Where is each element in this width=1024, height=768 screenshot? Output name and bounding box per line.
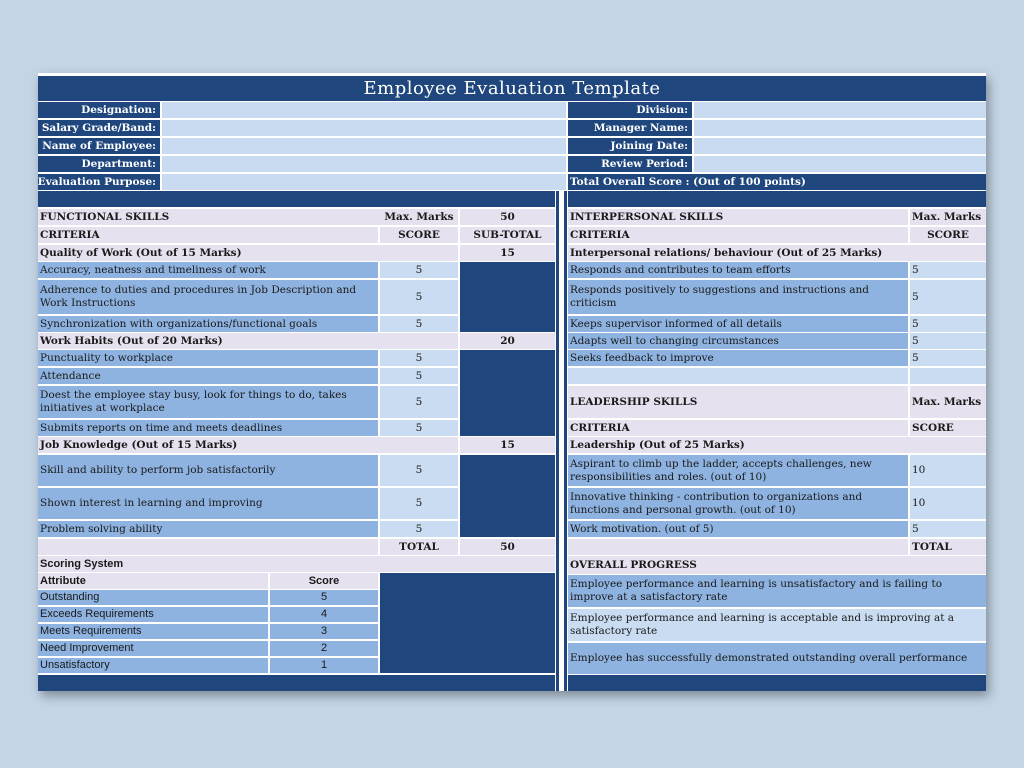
knowledge-item-score[interactable]: 5 — [380, 488, 458, 519]
functional-total-value: 50 — [460, 539, 555, 555]
department-label: Department: — [38, 156, 160, 172]
scoring-value: 5 — [270, 590, 378, 605]
manager-name-field[interactable] — [694, 120, 986, 136]
quality-item-score[interactable]: 5 — [380, 316, 458, 332]
left-band — [38, 191, 555, 207]
division-field[interactable] — [694, 102, 986, 118]
joining-date-field[interactable] — [694, 138, 986, 154]
right-footer-band — [568, 675, 986, 691]
habits-subtotal-block — [460, 350, 555, 436]
habits-item-score[interactable]: 5 — [380, 420, 458, 436]
leadership-item: Aspirant to climb up the ladder, accepts challenges, new responsibilities and roles. (out of 10) — [568, 455, 908, 486]
scoring-attribute: Unsatisfactory — [38, 658, 268, 673]
leadership-item: Innovative thinking - contribution to organizations and functions and personal growth. (out of 10) — [568, 488, 908, 519]
quality-item-score[interactable]: 5 — [380, 262, 458, 278]
scoring-block — [380, 573, 555, 673]
scoring-attribute: Outstanding — [38, 590, 268, 605]
overall-item: Employee has successfully demonstrated outstanding overall performance — [568, 643, 986, 674]
habits-item-score[interactable]: 5 — [380, 386, 458, 418]
interpersonal-criteria: CRITERIA — [568, 227, 908, 243]
functional-subtotal-header: SUB-TOTAL — [460, 227, 555, 243]
habits-item-score[interactable]: 5 — [380, 368, 458, 384]
knowledge-item-score[interactable]: 5 — [380, 521, 458, 537]
functional-total-label: TOTAL — [380, 539, 458, 555]
leadership-heading: LEADERSHIP SKILLS — [568, 386, 908, 418]
sheet-title: Employee Evaluation Template — [38, 76, 986, 101]
scoring-attribute-header: Attribute — [38, 573, 268, 589]
leadership-score-header: SCORE — [910, 420, 986, 436]
leadership-section-title: Leadership (Out of 25 Marks) — [568, 437, 986, 453]
habits-section-title: Work Habits (Out of 20 Marks) — [38, 333, 458, 349]
scoring-value: 1 — [270, 658, 378, 673]
interpersonal-heading: INTERPERSONAL SKILLS — [568, 209, 908, 225]
leadership-total-label: TOTAL — [910, 539, 986, 555]
interpersonal-section-title: Interpersonal relations/ behaviour (Out of 25 Marks) — [568, 245, 986, 261]
functional-total-spacer — [38, 539, 378, 555]
scoring-value: 4 — [270, 607, 378, 622]
functional-heading: FUNCTIONAL SKILLS — [38, 209, 380, 225]
overall-item: Employee performance and learning is acceptable and is improving at a satisfactory rate — [568, 609, 986, 641]
leadership-item-score[interactable]: 5 — [910, 521, 986, 537]
scoring-attribute: Exceeds Requirements — [38, 607, 268, 622]
evaluation-purpose-field[interactable] — [162, 174, 566, 190]
quality-section-title: Quality of Work (Out of 15 Marks) — [38, 245, 458, 261]
scoring-attribute: Meets Requirements — [38, 624, 268, 639]
habits-section-value: 20 — [460, 333, 555, 349]
interpersonal-item: Seeks feedback to improve — [568, 350, 908, 366]
salary-grade-label: Salary Grade/Band: — [38, 120, 160, 136]
review-period-label: Review Period: — [568, 156, 692, 172]
quality-item-score[interactable]: 5 — [380, 280, 458, 314]
interpersonal-blank-score — [910, 368, 986, 384]
leadership-item: Work motivation. (out of 5) — [568, 521, 908, 537]
knowledge-section-value: 15 — [460, 437, 555, 453]
left-footer-band — [38, 675, 555, 691]
functional-criteria: CRITERIA — [38, 227, 378, 243]
total-overall-score: Total Overall Score : (Out of 100 points) — [568, 174, 986, 190]
scoring-value: 2 — [270, 641, 378, 656]
quality-item: Synchronization with organizations/functional goals — [38, 316, 378, 332]
interpersonal-blank-row — [568, 368, 908, 384]
evaluation-sheet — [38, 73, 986, 691]
scoring-value: 3 — [270, 624, 378, 639]
manager-name-label: Manager Name: — [568, 120, 692, 136]
functional-max-value: 50 — [460, 209, 555, 225]
scoring-title: Scoring System — [38, 556, 555, 572]
leadership-criteria: CRITERIA — [568, 420, 908, 436]
leadership-total-spacer — [568, 539, 908, 555]
leadership-max-label: Max. Marks — [910, 386, 986, 418]
interpersonal-score-header: SCORE — [910, 227, 986, 243]
quality-section-value: 15 — [460, 245, 555, 261]
knowledge-item: Skill and ability to perform job satisfactorily — [38, 455, 378, 486]
employee-name-label: Name of Employee: — [38, 138, 160, 154]
interpersonal-item-score[interactable]: 5 — [910, 350, 986, 366]
leadership-item-score[interactable]: 10 — [910, 455, 986, 486]
interpersonal-item-score[interactable]: 5 — [910, 280, 986, 314]
leadership-item-score[interactable]: 10 — [910, 488, 986, 519]
review-period-field[interactable] — [694, 156, 986, 172]
habits-item-score[interactable]: 5 — [380, 350, 458, 366]
knowledge-subtotal-block — [460, 455, 555, 537]
functional-score-header: SCORE — [380, 227, 458, 243]
knowledge-item: Problem solving ability — [38, 521, 378, 537]
interpersonal-item: Keeps supervisor informed of all details — [568, 316, 908, 332]
joining-date-label: Joining Date: — [568, 138, 692, 154]
quality-item: Adherence to duties and procedures in Job Description and Work Instructions — [38, 280, 378, 314]
interpersonal-item-score[interactable]: 5 — [910, 262, 986, 278]
quality-subtotal-block — [460, 262, 555, 332]
evaluation-purpose-label: Evaluation Purpose: — [38, 174, 160, 190]
habits-item: Doest the employee stay busy, look for things to do, takes initiatives at workplace — [38, 386, 378, 418]
designation-field[interactable] — [162, 102, 566, 118]
interpersonal-max-label: Max. Marks — [910, 209, 986, 225]
knowledge-section-title: Job Knowledge (Out of 15 Marks) — [38, 437, 458, 453]
overall-heading: OVERALL PROGRESS — [568, 556, 986, 574]
designation-label: Designation: — [38, 102, 160, 118]
right-band — [568, 191, 986, 207]
scoring-score-header: Score — [270, 573, 378, 589]
center-divider-gap — [559, 191, 564, 691]
department-field[interactable] — [162, 156, 566, 172]
habits-item: Attendance — [38, 368, 378, 384]
knowledge-item-score[interactable]: 5 — [380, 455, 458, 486]
interpersonal-item: Responds and contributes to team efforts — [568, 262, 908, 278]
habits-item: Punctuality to workplace — [38, 350, 378, 366]
interpersonal-item-score[interactable]: 5 — [910, 333, 986, 349]
knowledge-item: Shown interest in learning and improving — [38, 488, 378, 519]
division-label: Division: — [568, 102, 692, 118]
habits-item: Submits reports on time and meets deadlines — [38, 420, 378, 436]
overall-item: Employee performance and learning is unsatisfactory and is failing to improve at a satisfactory rate — [568, 575, 986, 607]
interpersonal-item-score[interactable]: 5 — [910, 316, 986, 332]
salary-grade-field[interactable] — [162, 120, 566, 136]
quality-item: Accuracy, neatness and timeliness of work — [38, 262, 378, 278]
interpersonal-item: Responds positively to suggestions and instructions and criticism — [568, 280, 908, 314]
employee-name-field[interactable] — [162, 138, 566, 154]
interpersonal-item: Adapts well to changing circumstances — [568, 333, 908, 349]
functional-max-label: Max. Marks — [380, 209, 458, 225]
scoring-attribute: Need Improvement — [38, 641, 268, 656]
